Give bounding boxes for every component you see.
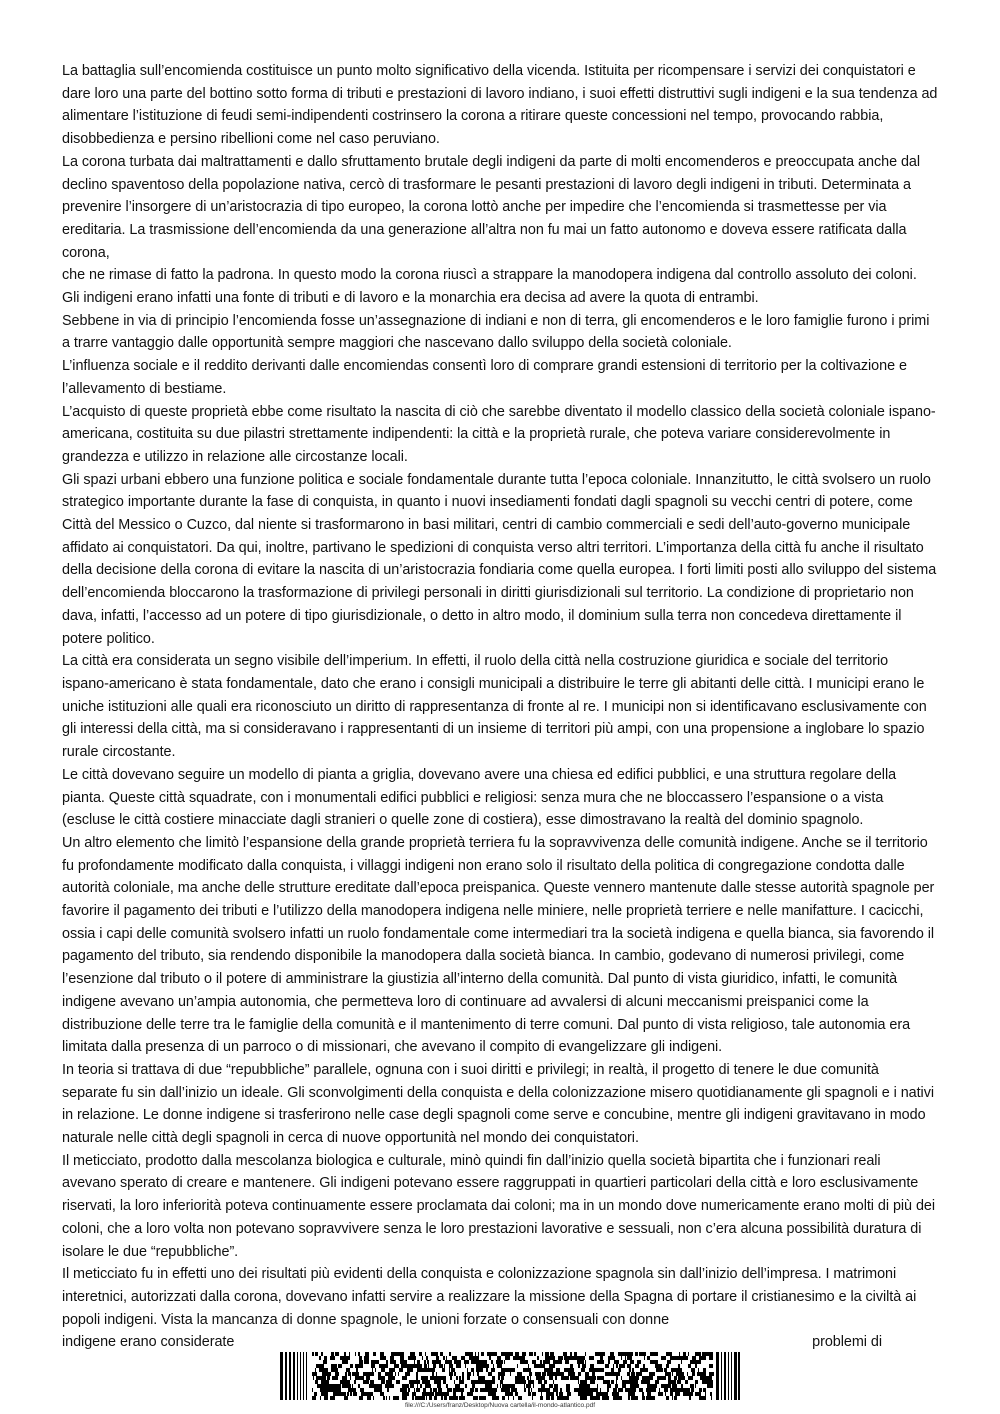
paragraph: Le città dovevano seguire un modello di pianta a griglia, dovevano avere una chiesa ed edifici pubblici, e una struttura regolare della pianta. Queste città squadrate, con i monumentali edifici pubblici e religiosi: senza mura che ne bloccassero l’espansione o a vista (escluse le città costiere minacciate dagli stranieri o quelle zone di costiera), esse dimostravano la realtà del dominio spagnolo. xyxy=(62,766,897,829)
paragraph: In teoria si trattava di due “repubbliche” parallele, ognuna con i suoi diritti e privilegi; in realtà, il progetto di tenere le due comunità separate fu sin dall’inizio un ideale. Gli sconvolgimenti della conquista e della colonizzazione misero quotidianamente gli spagnoli e i nativi in relazione. Le donne indigene si trasferirono nelle case degli spagnoli come serve e concubine, mentre gli indigeni gravitavano in modo naturale nelle città degli spagnoli in cerca di nuove opportunità nel mondo dei conquistatori. xyxy=(62,1061,934,1147)
paragraph: La corona turbata dai maltrattamenti e dallo sfruttamento brutale degli indigeni da parte di molti encomenderos e preoccupata anche dal declino spaventoso della popolazione nativa, cercò di trasformare le pesanti prestazioni di lavoro degli indigeni in tributi. Determinata a prevenire l’insorgere di un’aristocrazia di tipo europeo, la corona lottò anche per impedire che l’encomienda si trasmettesse per via ereditaria. La trasmissione dell’encomienda da una generazione all’altra non fu mai un fatto autonomo e doveva essere ratificata dalla corona, xyxy=(62,153,921,261)
paragraph: che ne rimase di fatto la padrona. In questo modo la corona riuscì a strappare la manodopera indigena dal controllo assoluto dei coloni. Gli indigeni erano infatti una fonte di tributi e di lavoro e la monarchia era decisa ad avere la quota di entrambi. xyxy=(62,267,917,307)
paragraph: La città era considerata un segno visibile dell’imperium. In effetti, il ruolo della città nella costruzione giuridica e sociale del territorio ispano-americano è stata fondamentale, dato che erano i consigli municipali a distribuire le terre gli abitanti delle città. I municipi erano le uniche istituzioni alle quali era riconosciuto un diritto di rappresentanza di fronte al re. I municipi non si identificavano esclusivamente con gli interessi della città, ma si consideravano i rappresentanti di un insieme di territori più ampi, con una propensione a inglobare lo spazio rurale circostante. xyxy=(62,653,927,761)
paragraph: Un altro elemento che limitò l’espansione della grande proprietà terriera fu la sopravvivenza delle comunità indigene. Anche se il territorio fu profondamente modificato dalla conquista, i villaggi indigeni non erano solo il risultato della politica di congregazione condotta dalle autorità coloniale, ma anche delle strutture ereditate dall’epoca preispanica. Queste vennero mantenute dalle stesse autorità spagnole per favorire il pagamento dei tributi e l’utilizzo della manodopera indigena nelle miniere, nelle proprietà terriere e nelle manifatture. I cacicchi, ossia i capi delle comunità svolsero infatti un ruolo fondamentale come intermediari tra la società indigena e quella bianca, sia favorendo il pagamento del tributo, sia rendendo disponibile la manodopera dalla società bianca. In cambio, godevano di numerosi privilegi, come l’esenzione dal tributo o il potere di amministrare la giustizia all’interno della comunità. Dal punto di vista giuridico, infatti, le comunità indigene avevano un’ampia autonomia, che permetteva loro di continuare ad avvalersi di alcuni meccanismi preispanici come la distribuzione delle terre tra le famiglie della comunità e il mantenimento di terre comuni. Dal punto di vista religioso, tale autonomia era limitata dalla presenza di un parroco o di missionari, che avevano il compito di evangelizzare gli indigeni. xyxy=(62,834,935,1056)
barcode-icon xyxy=(280,1352,740,1400)
last-line-right: problemi di xyxy=(812,1334,882,1351)
paragraph: L’influenza sociale e il reddito derivanti dalle encomiendas consentì loro di comprare grandi estensioni di territorio per la coltivazione e l’allevamento di bestiame. xyxy=(62,358,907,397)
paragraph: Sebbene in via di principio l’encomienda fosse un’assegnazione di indiani e non di terra, gli encomenderos e le loro famiglie furono i primi a trarre vantaggio dalle opportunità sempre maggiori che nascevano dallo sviluppo della società coloniale. xyxy=(62,312,930,352)
paragraph: L’acquisto di queste proprietà ebbe come risultato la nascita di ciò che sarebbe diventato il modello classico della società coloniale ispano-americana, costituita su due pilastri strettamente indipendenti: la città e la proprietà rurale, che poteva variare considerevolmente in grandezza e utilizzo in relazione alle circostanze locali. xyxy=(62,403,936,465)
last-line-left: indigene erano considerate xyxy=(62,1334,235,1351)
paragraph: Il meticciato fu in effetti uno dei risultati più evidenti della conquista e colonizzazione spagnola sin dall’inizio dell’impresa. I matrimoni interetnici, autorizzati dalla corona, dovevano infatti servire a realizzare la missione della Spagna di portare il cristianesimo e la civiltà ai popoli indigeni. Vista la mancanza di donne spagnole, le unioni forzate o consensuali con donne xyxy=(62,1266,917,1328)
paragraph: La battaglia sull’encomienda costituisce un punto molto significativo della vicenda. Istituita per ricompensare i servizi dei conquistatori e dare loro una parte del bottino sotto forma di tributi e prestazioni di lavoro indiano, i suoi effetti distruttivi sugli indigeni e la sua tendenza ad alimentare l’istituzione di feudi semi-indipendenti costrinsero la corona a ritirare queste concessioni nel tempo, provocando rabbia, disobbedienza e persino ribellioni come nel caso peruviano. xyxy=(62,63,938,148)
last-line xyxy=(62,1331,882,1354)
paragraph: Il meticciato, prodotto dalla mescolanza biologica e culturale, minò quindi fin dall’inizio quella società bipartita che i funzionari reali avevano sperato di creare e mantenere. Gli indigeni potevano essere raggruppati in quartieri particolari della città e loro esclusivamente riservati, la loro inferiorità poteva continuamente essere proclamata dai coloni; ma in un mondo dove numericamente erano molti di più dei coloni, che a loro volta non potevano sopravvivere senza le loro prestazioni lavorative e sessuali, non c’era alcuna possibilità duratura di isolare le due “repubbliche”. xyxy=(62,1152,935,1260)
document-body xyxy=(62,60,938,1354)
paragraph: Gli spazi urbani ebbero una funzione politica e sociale fondamentale durante tutta l’epoca coloniale. Innanzitutto, le città svolsero un ruolo strategico importante durante la fase di conquista, in quanto i nuovi insediamenti fondati dagli spagnoli su vecchi centri di potere, come Città del Messico o Cuzco, dal niente si trasformarono in basi militari, centri di cambio commerciali e sedi dell’auto-governo municipale affidato ai conquistatori. Da qui, inoltre, partivano le spedizioni di conquista verso altri territori. L’importanza della città fu anche il risultato della decisione della corona di evitare la nascita di un’aristocrazia fondiaria come quella europea. I forti limiti posti allo sviluppo del sistema dell’encomienda bloccarono la trasformazione di privilegi personali in diritti giurisdizionali sul territorio. La condizione di proprietario non dava, infatti, l’accesso ad un potere di tipo giurisdizionale, o detto in altro modo, il dominium sulla terra non concedeva direttamente il potere politico. xyxy=(62,471,937,647)
footer-file-path: file:///C:/Users/franz/Desktop/Nuova cartella/il-mondo-atlantico.pdf xyxy=(404,1402,596,1409)
